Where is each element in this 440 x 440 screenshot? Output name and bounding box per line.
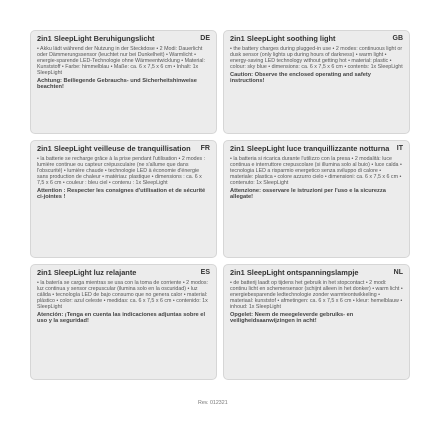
language-code: ES — [200, 269, 210, 276]
card-title: 2in1 SleepLight ontspanningslampje — [230, 268, 359, 277]
language-code: FR — [200, 145, 210, 152]
card-title: 2in1 SleepLight soothing light — [230, 34, 336, 43]
instruction-sheet — [30, 30, 410, 408]
language-code: DE — [200, 35, 210, 42]
card-warning: Achtung: Beiliegende Gebrauchs- und Sicherheitshinweise beachten! — [37, 77, 197, 91]
card-fr — [30, 140, 217, 258]
card-description: • de batterij laadt op tijdens het gebruik in het stopcontact • 2 modi: continu licht en schemersensor (schijnt alleen in het donker) • warm licht • energiebesparende ledtechnologie zonder warmteontwikkeling • materiaal: kunststof • afmetingen: ca. 6 x 7,5 x 6 cm • kleur: hemelblauw • inhoud: 1x SleepLight — [230, 279, 403, 310]
card-title: 2in1 SleepLight veilleuse de tranquillisation — [37, 144, 191, 153]
language-code: GB — [392, 35, 403, 42]
card-nl — [223, 264, 410, 380]
card-de — [30, 30, 217, 134]
card-warning: Opgelet: Neem de meegeleverde gebruiks- en veiligheidsaanwijzingen in acht! — [230, 311, 354, 325]
card-title: 2in1 SleepLight luz relajante — [37, 268, 137, 277]
card-description: • Akku lädt während der Nutzung in der Steckdose • 2 Modi: Dauerlicht oder Dämmerungssensor (leuchtet nur bei Dunkelheit) • Warmlicht • energie-sparende LED-Technologie ohne Wärmeentwicklung • Material: Kunststoff • Farbe: himmelblau • Maße: ca. 6 x 7,5 x 6 cm • Inhalt: 1x SleepLight — [37, 45, 205, 76]
language-code: IT — [396, 145, 403, 152]
card-title: 2in1 SleepLight Beruhigungslicht — [37, 34, 155, 43]
language-code: NL — [393, 269, 403, 276]
card-description: • la batería se carga mientras se usa con la toma de corriente • 2 modos: luz continua y sensor crepuscular (ilumina solo en la oscuridad) • luz cálida • tecnología LED de bajo consumo que no genera calor • material: plástico • color: azul celeste • medidas: ca. 6 x 7,5 x 6 cm • contenido: 1x SleepLight — [37, 279, 208, 310]
card-warning: Atención: ¡Tenga en cuenta las indicaciones adjuntas sobre el uso y la seguridad! — [37, 311, 206, 325]
card-description: • la batteria si ricarica durante l'utilizzo con la presa • 2 modalità: luce continua e interruttore crepuscolare (si illumina solo al buio) • luce calda • tecnologia LED a risparmio energetico senza sviluppo di calore • materiale: plastica • colore azzurro cielo • dimensioni: ca. 6 x 7,5 x 6 cm • contenuto: 1x SleepLight — [230, 155, 402, 186]
language-grid — [30, 30, 410, 380]
card-warning: Attention : Respecter les consignes d'utilisation et de sécurité ci-jointes ! — [37, 187, 206, 201]
card-warning: Attenzione: osservare le istruzioni per l'uso e la sicurezza allegate! — [230, 187, 386, 201]
card-title: 2in1 SleepLight luce tranquillizzante notturna — [230, 144, 390, 153]
card-es — [30, 264, 217, 380]
card-description: • the battery charges during plugged-in use • 2 modes: continuous light or dusk sensor (only lights up during hours of darkness) • warm light • energy-saving LED technology without getting hot • material: plastic • colour: sky blue • dimensions: ca. 6 x 7,5 x 6 cm • contents: 1x SleepLight — [230, 45, 403, 70]
card-description: • la batterie se recharge grâce à la prise pendant l'utilisation • 2 modes : lumière continue ou capteur crépusculaire (ne s'allume que dans l'obscurité) • lumière chaude • technologie LED à économie d'énergie sans production de chaleur • matériau: plastique • dimensions : ca. 6 x 7,5 x 6 cm • couleur : bleu ciel • contenu : 1x SleepLight — [37, 155, 206, 186]
card-gb — [223, 30, 410, 134]
card-it — [223, 140, 410, 258]
revision-number: Rev. 012321 — [198, 400, 228, 406]
card-warning: Caution: Observe the enclosed operating and safety instructions! — [230, 71, 371, 85]
